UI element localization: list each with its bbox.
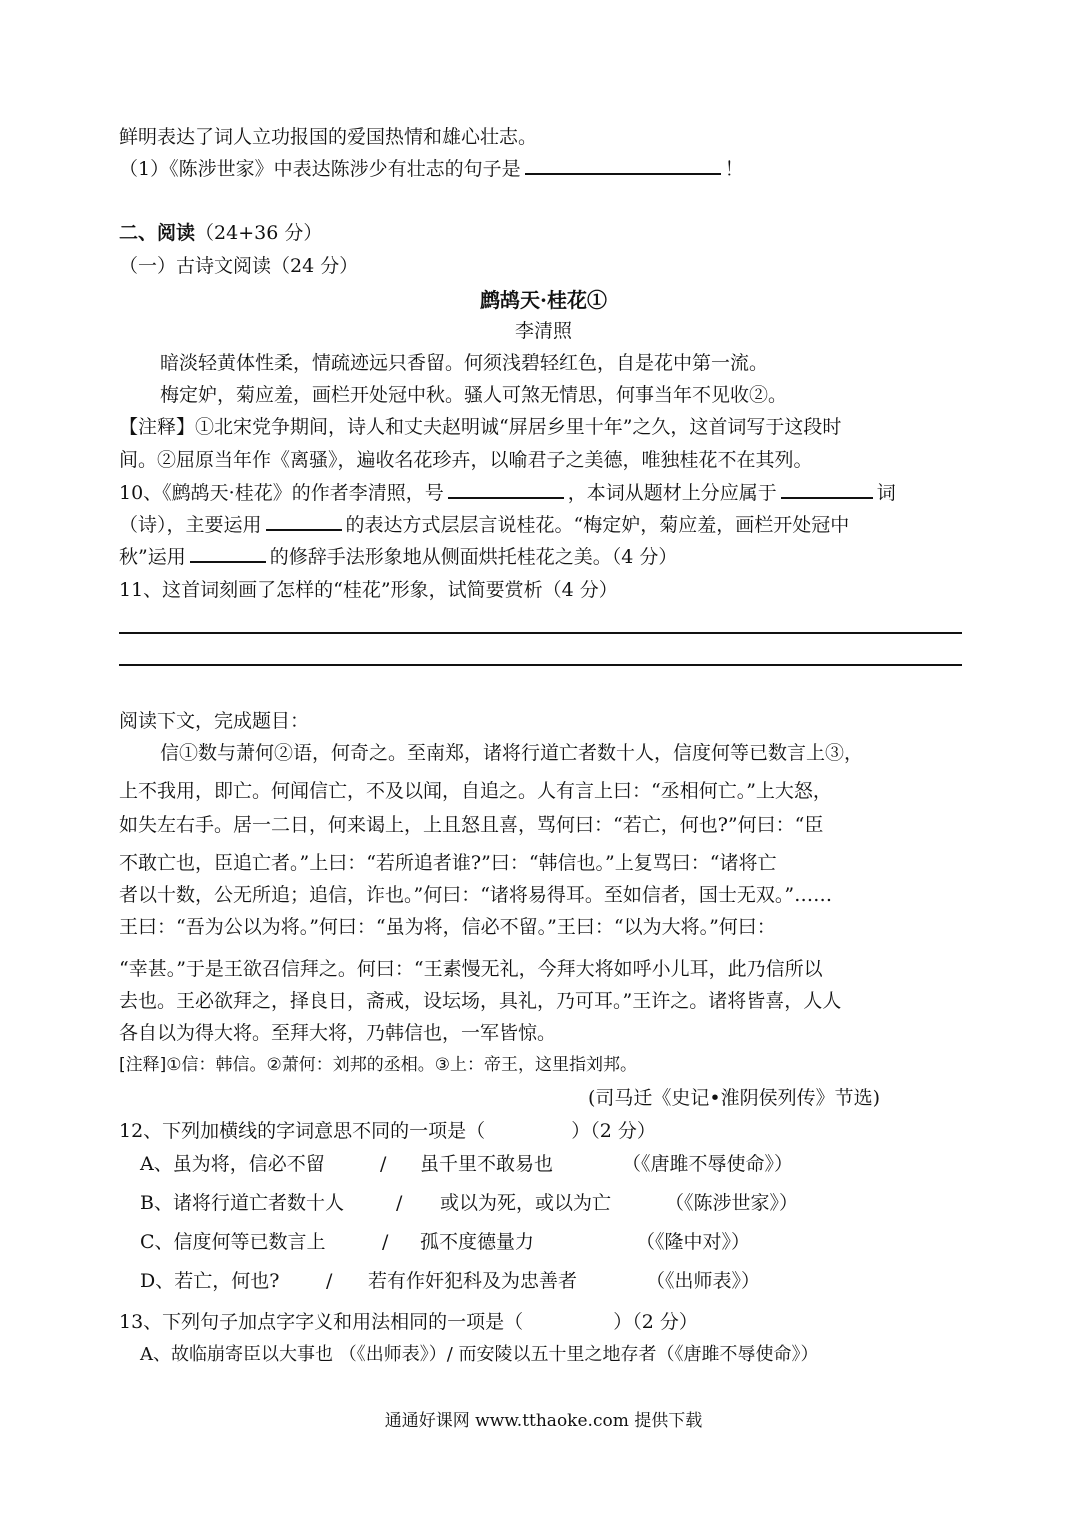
question-text: ）（2 分）: [571, 1120, 656, 1142]
poem-author: 李清照: [514, 320, 572, 342]
answer-blank[interactable]: [266, 528, 342, 531]
option-a-left: A、虽为将，信必不留: [140, 1153, 325, 1175]
passage-line: 信①数与萧何②语，何奇之。至南郑，诸将行道亡者数十人，信度何等已数言上③，: [160, 742, 864, 764]
question-text: ，本词从题材上分应属于: [567, 482, 777, 504]
option-separator: /: [382, 1231, 389, 1253]
subsection-heading: （一）古诗文阅读（24 分）: [119, 255, 359, 277]
passage-line: 上不我用，即亡。何闻信亡，不及以闻，自追之。人有言上曰：“丞相何亡。”上大怒，: [119, 780, 832, 802]
page-footer: 通通好课网 www.tthaoke.com 提供下载: [384, 1411, 703, 1431]
question-text: ）（2 分）: [613, 1311, 698, 1333]
poem-title: 鹧鸪天·桂花①: [480, 288, 607, 312]
question-10-line: [119, 548, 677, 567]
answer-blank[interactable]: [525, 172, 721, 175]
passage-line: 者以十数，公无所追；追信，诈也。”何曰：“诸将易得耳。至如信者，国士无双。”……: [119, 884, 833, 906]
answer-blank[interactable]: [190, 560, 266, 563]
poem-line: 梅定妒，菊应羞，画栏开处冠中秋。骚人可煞无情思，何事当年不见收②。: [160, 384, 788, 406]
answer-blank[interactable]: [448, 496, 564, 499]
option-separator: /: [396, 1192, 403, 1214]
question-13: [119, 1313, 698, 1332]
section-title: 二、阅读: [119, 222, 196, 244]
section-heading: [119, 224, 322, 243]
question-text: 12、下列加横线的字词意思不同的一项是（: [119, 1120, 486, 1142]
question-line: [119, 160, 744, 179]
option-separator: /: [380, 1153, 387, 1175]
answer-line[interactable]: [119, 664, 962, 666]
option-c-right: 孤不度德量力: [420, 1231, 535, 1253]
passage-line: 王曰：“吾为公以为将。”何曰：“虽为将，信必不留。”王曰：“以为大将。”何曰：: [119, 916, 776, 938]
option-b-right: 或以为死，或以为亡: [440, 1192, 612, 1214]
annotation: [注释]①信：韩信。②萧何：刘邦的丞相。③上：帝王，这里指刘邦。: [119, 1055, 637, 1075]
option-d-left: D、若亡，何也?: [140, 1270, 280, 1292]
question-text: 13、下列句子加点字字义和用法相同的一项是（: [119, 1311, 524, 1333]
answer-line[interactable]: [119, 632, 962, 634]
question-text: 词: [876, 482, 896, 504]
annotation: 间。②屈原当年作《离骚》，遍收名花珍卉，以喻君子之美德，唯独桂花不在其列。: [119, 449, 813, 471]
answer-blank[interactable]: [781, 496, 873, 499]
question-11: 11、这首词刻画了怎样的“桂花”形象，试简要赏析（4 分）: [119, 579, 618, 601]
question-12: [119, 1122, 656, 1141]
reading-intro: 阅读下文，完成题目：: [119, 710, 310, 732]
option-d-right: 若有作奸犯科及为忠善者: [368, 1270, 578, 1292]
question-text: 的修辞手法形象地从侧面烘托桂花之美。（4 分）: [269, 546, 678, 568]
option-c-left: C、信度何等已数言上: [140, 1231, 326, 1253]
question-text: 的表达方式层层言说桂花。“梅定妒，菊应羞，画栏开处冠中: [345, 514, 850, 536]
option-b-source: （《陈涉世家》）: [665, 1192, 799, 1214]
section-score: （24+36 分）: [195, 222, 323, 244]
option-a-right: 虽千里不敢易也: [420, 1153, 554, 1175]
passage-line: 各自以为得大将。至拜大将，乃韩信也，一军皆惊。: [119, 1022, 557, 1044]
source-citation: (司马迁《史记•淮阴侯列传》节选): [588, 1087, 881, 1109]
passage-line: 去也。王必欲拜之，择良日，斋戒，设坛场，具礼，乃可耳。”王许之。诸将皆喜，人人: [119, 990, 842, 1012]
text-line: 鲜明表达了词人立功报国的爱国热情和雄心壮志。: [119, 126, 538, 148]
option-a-13: A、故临崩寄臣以大事也 （《出师表》）/ 而安陵以五十里之地存者（《唐雎不辱使命》）: [140, 1344, 819, 1365]
passage-line: 不敢亡也，臣追亡者。”上曰：“若所追者谁?”曰：“韩信也。”上复骂曰：“诸将亡: [119, 852, 777, 874]
option-separator: /: [326, 1270, 333, 1292]
option-c-source: （《隆中对》）: [636, 1231, 751, 1253]
question-text: 秋”运用: [119, 546, 186, 568]
poem-line: 暗淡轻黄体性柔，情疏迹远只香留。何须浅碧轻红色，自是花中第一流。: [160, 352, 769, 374]
annotation: 【注释】①北宋党争期间，诗人和丈夫赵明诚“屏居乡里十年”之久，这首词写于这段时: [119, 416, 842, 438]
question-text: （诗），主要运用: [119, 514, 262, 536]
question-text: ！: [724, 158, 744, 180]
option-a-source: （《唐雎不辱使命》）: [622, 1153, 794, 1175]
question-text: 10、《鹧鸪天·桂花》的作者李清照，号: [119, 482, 444, 504]
passage-line: “幸甚。”于是王欲召信拜之。何曰：“王素慢无礼，今拜大将如呼小儿耳，此乃信所以: [119, 958, 823, 980]
passage-line: 如失左右手。居一二日，何来谒上，上且怒且喜，骂何曰：“若亡，何也?”何曰：“臣: [119, 814, 824, 836]
question-text: （1）《陈涉世家》中表达陈涉少有壮志的句子是: [119, 158, 521, 180]
option-b-left: B、诸将行道亡者数十人: [140, 1192, 344, 1214]
question-10: [119, 484, 896, 503]
option-d-source: （《出师表》）: [646, 1270, 761, 1292]
question-10-line: [119, 516, 849, 535]
